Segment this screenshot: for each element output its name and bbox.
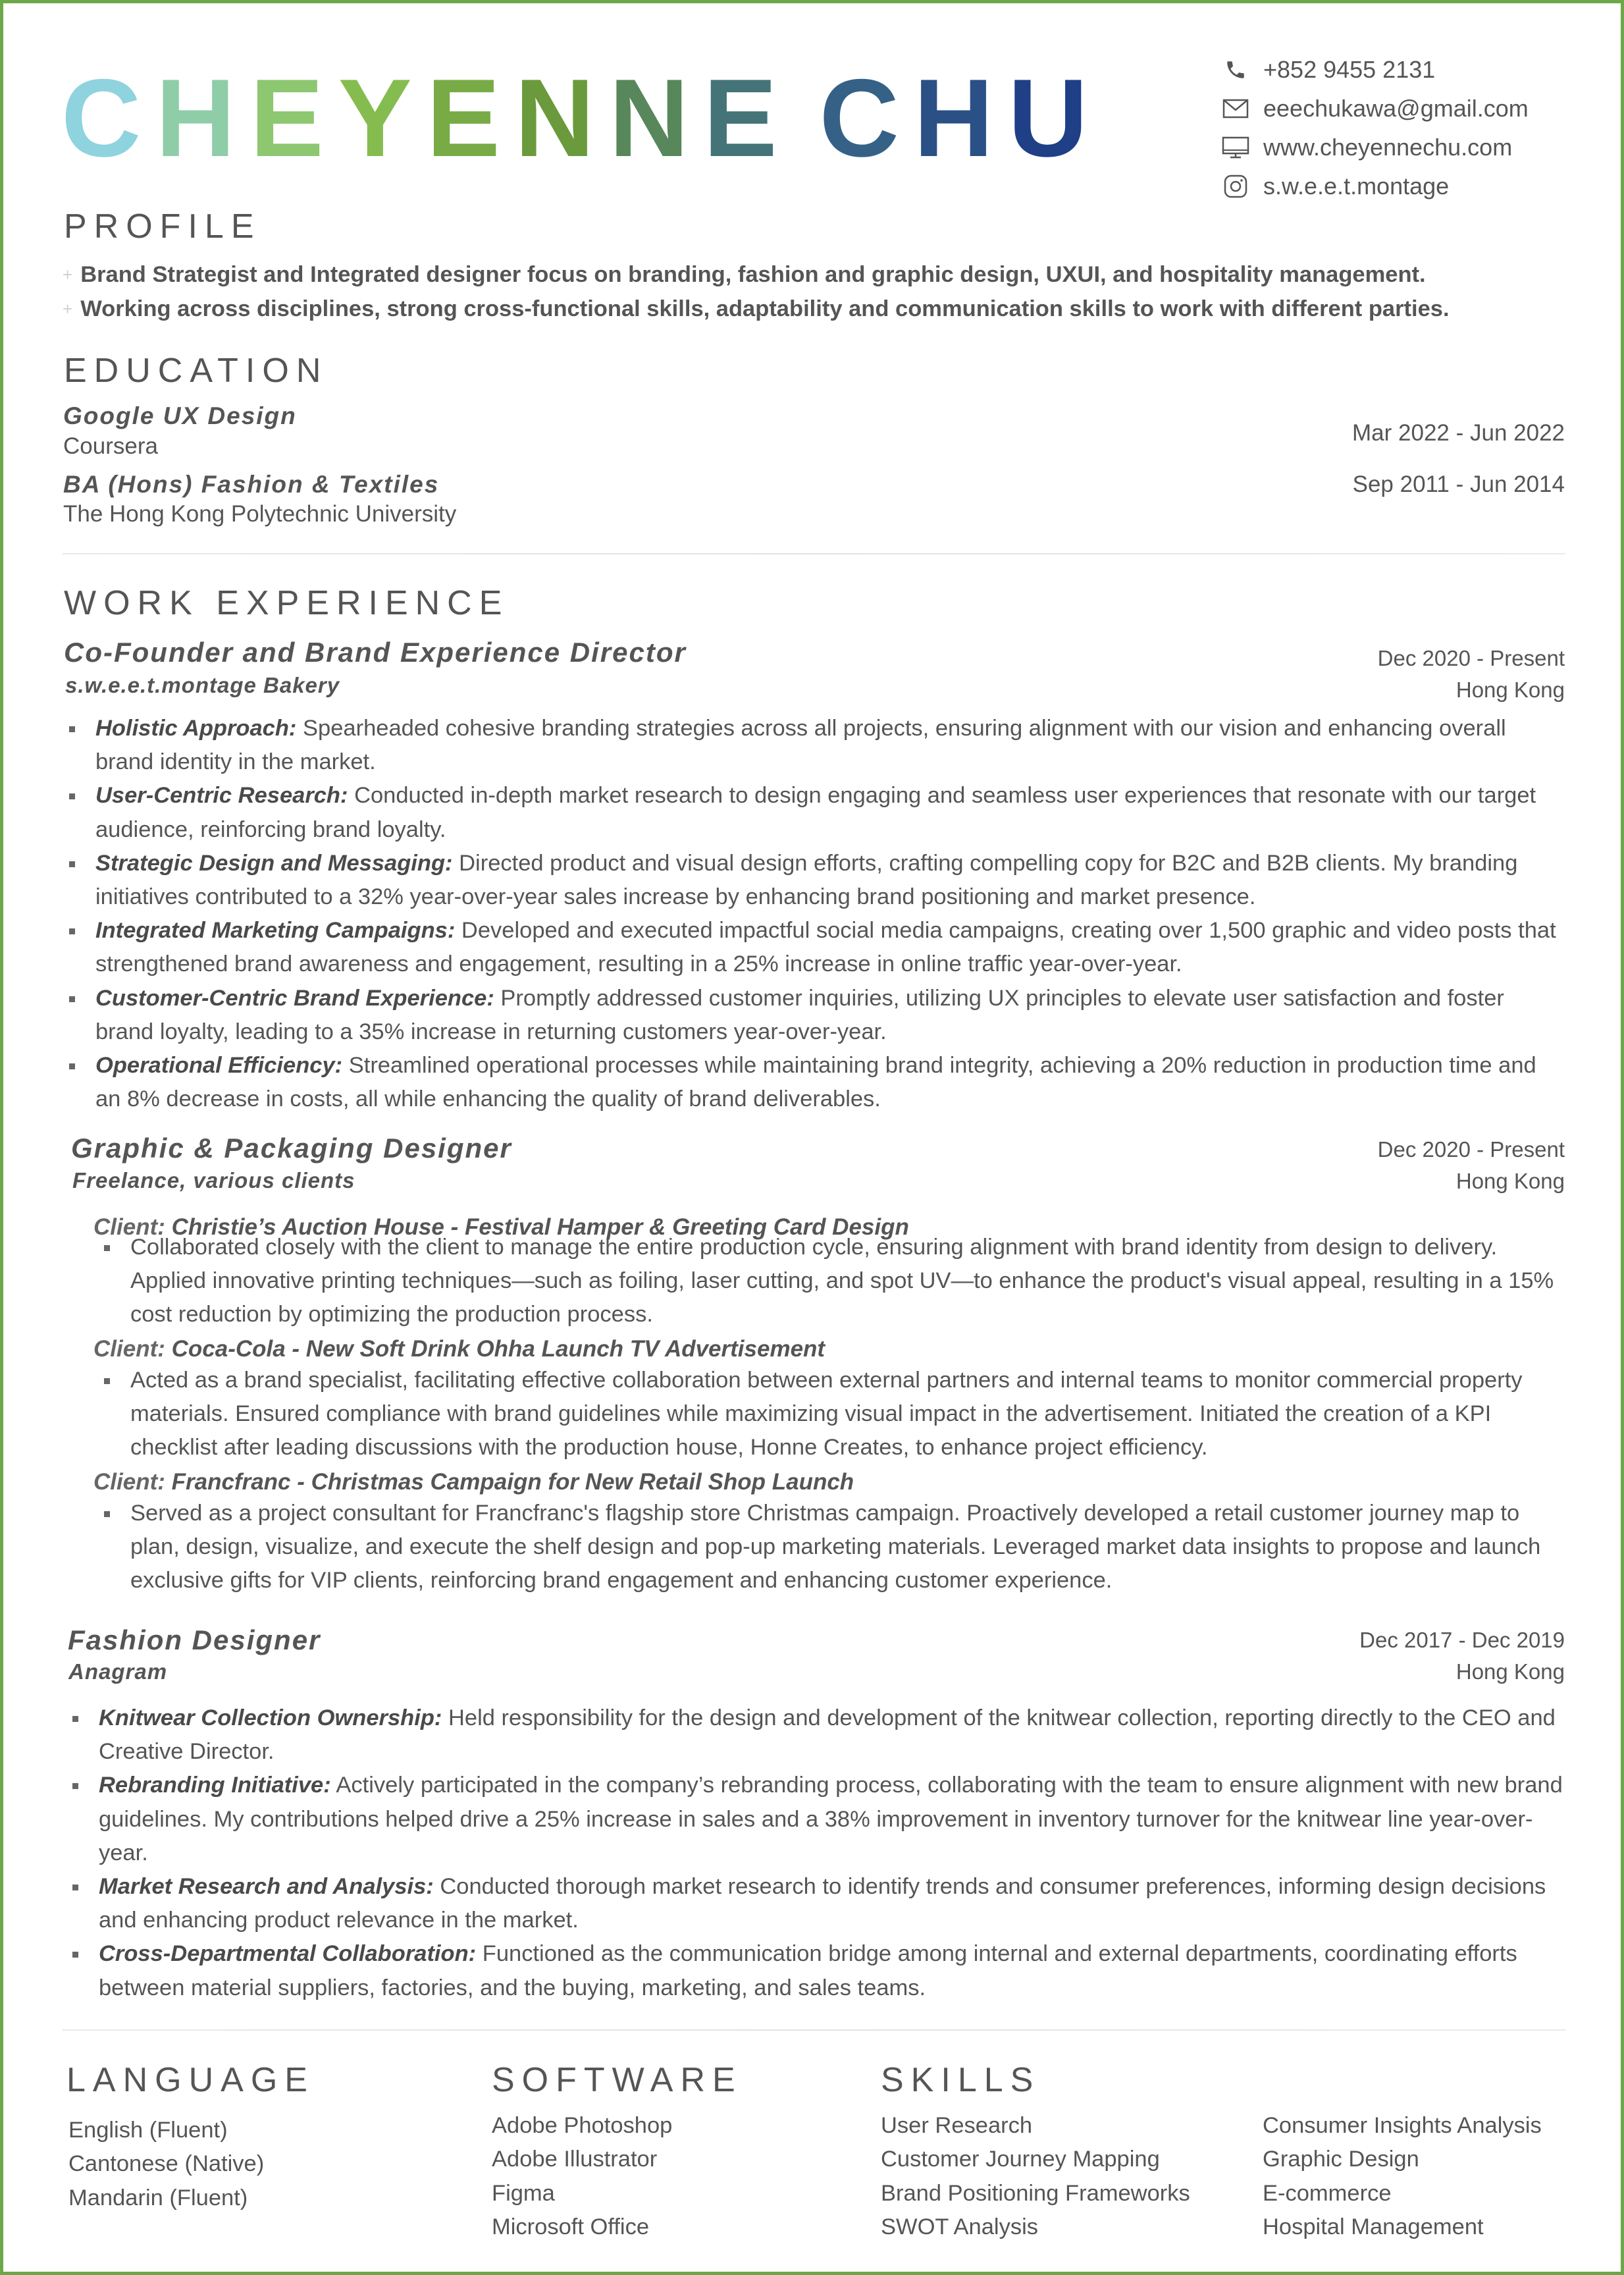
client-bullets [130, 1497, 1565, 1598]
profile-text: Working across disciplines, strong cross-functional skills, adaptability and communication skills to work with different parties. [80, 296, 1450, 321]
education-degree: BA (Hons) Fashion & Textiles [63, 471, 440, 498]
skills-list [881, 2109, 1190, 2244]
profile-heading: PROFILE [64, 207, 261, 246]
software-list [492, 2109, 672, 2244]
work-experience-heading: WORK EXPERIENCE [64, 584, 510, 622]
profile-text: Brand Strategist and Integrated designer focus on branding, fashion and graphic design, UXUI, and hospitality management. [80, 262, 1426, 287]
job-location: Hong Kong [1455, 1169, 1565, 1193]
contact-phone[interactable] [1221, 50, 1590, 89]
skill-item: Hospital Management [1263, 2214, 1484, 2239]
job-bullet: Strategic Design and Messaging: Directed product and visual design efforts, crafting compelling copy for B2C and B2B clients. My branding initiatives contributed to a 32% year-over-year sales increase by enhancing brand positioning and market presence. [95, 847, 1563, 914]
language-item: English (Fluent) [68, 2118, 228, 2143]
job-title: Graphic & Packaging Designer [71, 1133, 512, 1164]
skills-list [1263, 2109, 1542, 2244]
plus-icon: + [63, 265, 73, 285]
skills-heading: SKILLS [881, 2061, 1041, 2099]
language-list [68, 2114, 264, 2215]
job-dates: Dec 2020 - Present [1377, 1137, 1565, 1162]
job-bullet: Knitwear Collection Ownership: Held responsibility for the design and development of the knitwear collection, reporting directly to the CEO and Creative Director. [99, 1701, 1567, 1769]
job-bullets [99, 1701, 1567, 2005]
client-title: Client: Francfranc - Christmas Campaign for New Retail Shop Launch [93, 1469, 854, 1495]
name-letter: C [819, 56, 914, 180]
language-item: Cantonese (Native) [68, 2151, 265, 2177]
job-company: Freelance, various clients [72, 1168, 355, 1192]
name-letter: E [249, 56, 338, 180]
name-letter: Y [338, 56, 427, 180]
job-company: Anagram [68, 1659, 168, 1684]
skill-item: SWOT Analysis [881, 2214, 1039, 2239]
email-address: eeechukawa@gmail.com [1263, 94, 1529, 122]
client-bullet: Collaborated closely with the client to manage the entire production cycle, ensuring alignment with brand identity from design to delivery. Applied innovative printing techniques—such as foiling, laser cutting, and spot UV—to enhance the product's visual appeal, resulting in a 15% cost reduction by optimizing the production process. [130, 1231, 1565, 1332]
job-title: Co-Founder and Brand Experience Director [64, 637, 687, 668]
profile-line [63, 263, 1426, 286]
name-letter: H [913, 56, 1008, 180]
client-bullets [130, 1364, 1565, 1465]
education-degree: Google UX Design [63, 402, 297, 429]
name-letter: E [703, 56, 792, 180]
plus-icon: + [63, 299, 73, 319]
website-url: www.cheyennechu.com [1263, 133, 1513, 161]
software-item: Adobe Photoshop [492, 2113, 673, 2138]
education-dates: Sep 2011 - Jun 2014 [1352, 471, 1565, 497]
skill-item: Consumer Insights Analysis [1263, 2113, 1542, 2138]
job-bullet: Cross-Departmental Collaboration: Functioned as the communication bridge among internal and external departments, coordinating efforts between material suppliers, factories, and the buying, marketing, and sales teams. [99, 1937, 1567, 2004]
skill-item: Brand Positioning Frameworks [881, 2180, 1190, 2206]
job-location: Hong Kong [1455, 1659, 1565, 1684]
job-title: Fashion Designer [68, 1624, 321, 1655]
name-letter: C [61, 56, 156, 180]
mail-icon [1221, 94, 1250, 123]
client-bullet: Acted as a brand specialist, facilitating effective collaboration between external partners and internal teams to monitor commercial property materials. Ensured compliance with brand guidelines while maximizing visual impact in the advertisement. Initiated the creation of a KPI checklist after leading discussions with the production house, Honne Creates, to enhance project efficiency. [130, 1364, 1565, 1465]
education-school: Coursera [63, 433, 158, 459]
phone-number: +852 9455 2131 [1263, 55, 1436, 83]
job-dates: Dec 2020 - Present [1377, 646, 1565, 670]
job-bullet: Rebranding Initiative: Actively participated in the company’s rebranding process, collaborating with the team to ensure alignment with new brand guidelines. My contributions helped drive a 25% increase in sales and a 38% improvement in inventory turnover for the knitwear line year-over-year. [99, 1769, 1567, 1870]
education-heading: EDUCATION [64, 352, 328, 390]
contact-website[interactable] [1221, 128, 1590, 167]
job-company: s.w.e.e.t.montage Bakery [65, 673, 340, 697]
job-bullet: User-Centric Research: Conducted in-depth market research to design engaging and seamless user experiences that resonate with our target audience, reinforcing brand loyalty. [95, 779, 1563, 846]
job-bullet: Holistic Approach: Spearheaded cohesive branding strategies across all projects, ensuring alignment with our vision and enhancing overall brand identity in the market. [95, 712, 1563, 779]
job-meta [1359, 1624, 1565, 1688]
software-item: Adobe Illustrator [492, 2147, 658, 2172]
job-bullet: Operational Efficiency: Streamlined operational processes while maintaining brand integrity, achieving a 20% reduction in production time and an 8% decrease in costs, all while enhancing the quality of brand deliverables. [95, 1049, 1563, 1116]
job-bullet: Integrated Marketing Campaigns: Developed and executed impactful social media campaigns, creating over 1,500 graphic and video posts that strengthened brand awareness and engagement, resulting in a 25% increase in online traffic year-over-year. [95, 914, 1563, 981]
name-letter: N [609, 56, 704, 180]
client-title: Client: Coca-Cola - New Soft Drink Ohha Launch TV Advertisement [93, 1336, 825, 1362]
software-item: Figma [492, 2180, 555, 2206]
name-letter: H [155, 56, 250, 180]
phone-icon [1221, 55, 1250, 84]
job-location: Hong Kong [1455, 678, 1565, 702]
section-divider [63, 553, 1565, 554]
job-meta [1378, 643, 1565, 706]
job-bullets [95, 712, 1563, 1116]
last-name [820, 56, 1103, 180]
skill-item: Graphic Design [1263, 2147, 1419, 2172]
skill-item: User Research [881, 2113, 1033, 2138]
profile-line [63, 298, 1450, 321]
language-item: Mandarin (Fluent) [68, 2185, 248, 2210]
job-bullet: Customer-Centric Brand Experience: Promptly addressed customer inquiries, utilizing UX principles to elevate user satisfaction and foster brand loyalty, leading to a 35% increase in returning customers year-over-year. [95, 982, 1563, 1049]
education-dates: Mar 2022 - Jun 2022 [1352, 420, 1565, 446]
name-letter: U [1008, 56, 1103, 180]
contact-email[interactable] [1221, 89, 1590, 128]
first-name [61, 56, 792, 180]
software-heading: SOFTWARE [492, 2061, 743, 2099]
name-letter: E [426, 56, 515, 180]
section-divider [63, 2029, 1565, 2031]
client-title: Client: Christie’s Auction House - Festival Hamper & Greeting Card Design [93, 1214, 909, 1240]
contact-block [1221, 50, 1590, 205]
instagram-handle: s.w.e.e.t.montage [1263, 172, 1450, 200]
skill-item: E-commerce [1263, 2180, 1392, 2206]
monitor-icon [1221, 133, 1250, 162]
client-bullet: Served as a project consultant for Francfranc's flagship store Christmas campaign. Proactively developed a retail customer journey map to plan, design, visualize, and execute the shelf design and pop-up marketing materials. Leveraged market data insights to propose and launch exclusive gifts for VIP clients, reinforcing brand engagement and enhancing customer experience. [130, 1497, 1565, 1598]
education-school: The Hong Kong Polytechnic University [63, 501, 457, 527]
contact-instagram[interactable] [1221, 167, 1590, 205]
language-heading: LANGUAGE [66, 2061, 315, 2099]
skill-item: Customer Journey Mapping [881, 2147, 1160, 2172]
instagram-icon [1221, 172, 1250, 201]
job-meta [1378, 1134, 1565, 1197]
software-item: Microsoft Office [492, 2214, 650, 2239]
candidate-name [61, 56, 1103, 180]
name-letter: N [514, 56, 610, 180]
job-bullet: Market Research and Analysis: Conducted thorough market research to identify trends and consumer preferences, informing design decisions and enhancing product relevance in the market. [99, 1870, 1567, 1937]
job-dates: Dec 2017 - Dec 2019 [1359, 1628, 1565, 1652]
client-bullets [130, 1231, 1565, 1332]
